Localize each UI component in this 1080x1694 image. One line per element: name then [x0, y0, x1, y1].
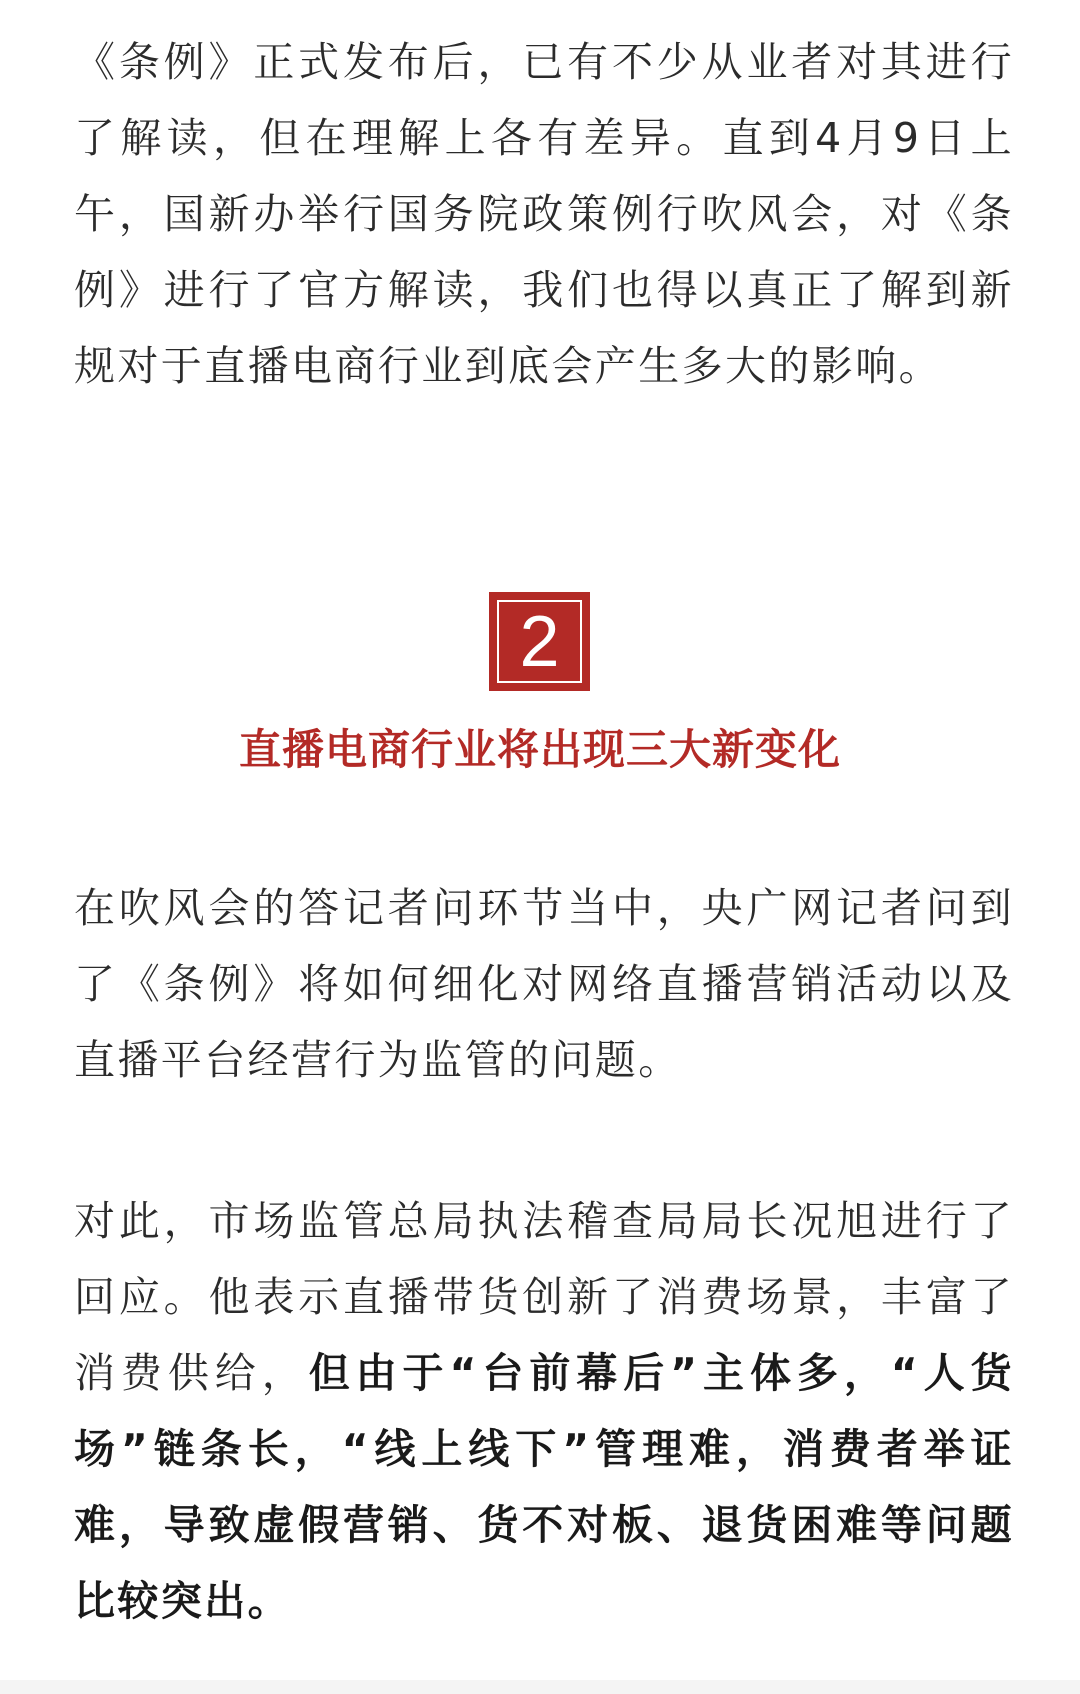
- bottom-divider: [0, 1680, 1080, 1694]
- section-number: 2: [519, 601, 560, 682]
- response-paragraph: [74, 1183, 1014, 1639]
- section-number-badge: [489, 592, 590, 691]
- response-text: 对此，市场监管总局执法稽查局局长况旭进行了回应。他表示直播带货创新了消费场景，丰富了消费供给，: [74, 1197, 1014, 1397]
- response-emphasis-text: 但由于“台前幕后”主体多，“人货场”链条长，“线上线下”管理难，消费者举证难，导致虚假营销、货不对板、退货困难等问题比较突出。: [74, 1349, 1014, 1625]
- qa-paragraph: 在吹风会的答记者问环节当中，央广网记者问到了《条例》将如何细化对网络直播营销活动以及直播平台经营行为监管的问题。: [74, 884, 1014, 1084]
- section-title: 直播电商行业将出现三大新变化: [238, 725, 841, 774]
- intro-paragraph: 《条例》正式发布后，已有不少从业者对其进行了解读，但在理解上各有差异。直到4月9日上午，国新办举行国务院政策例行吹风会，对《条例》进行了官方解读，我们也得以真正了解到新规对于直播电商行业到底会产生多大的影响。: [74, 38, 1014, 390]
